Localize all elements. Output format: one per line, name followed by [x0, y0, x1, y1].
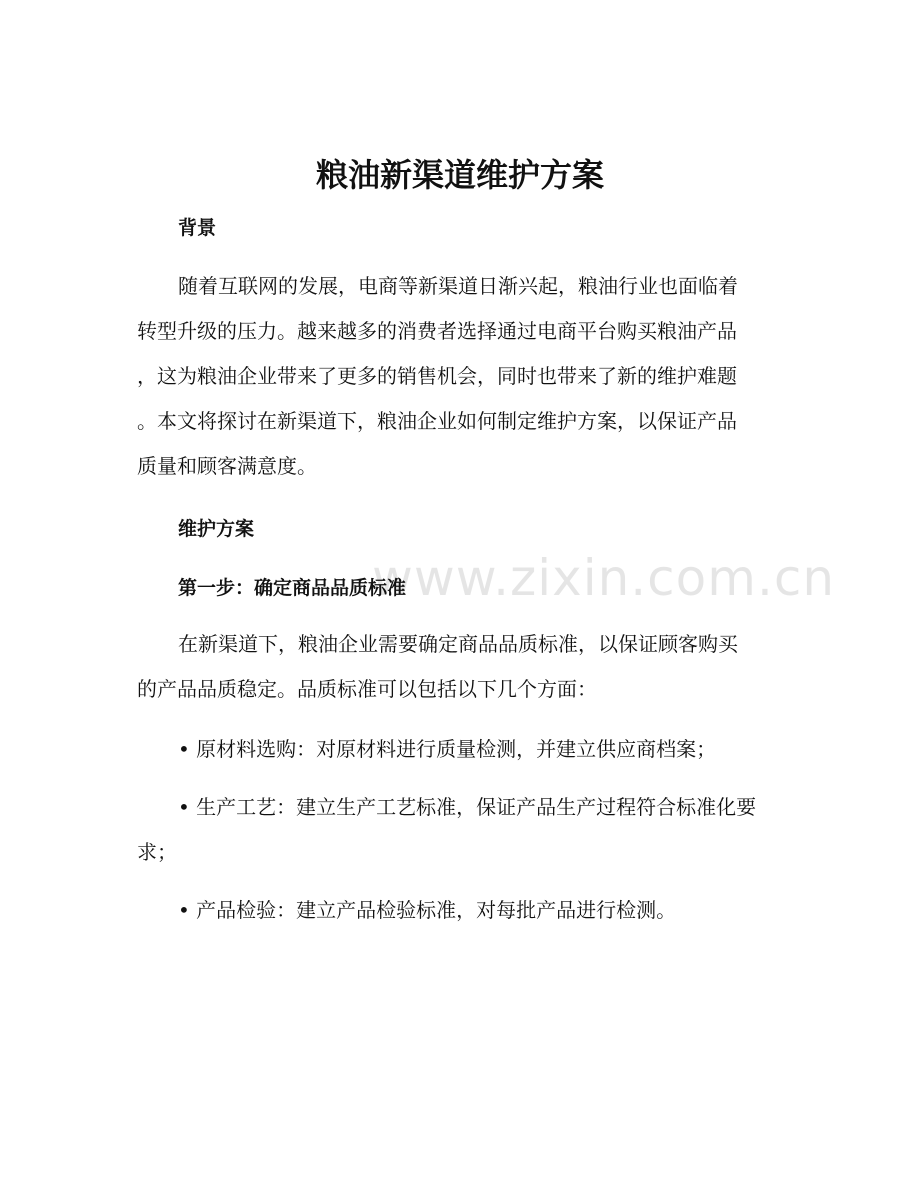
step1-paragraph: [137, 622, 783, 712]
bullet-item-process: [137, 785, 783, 875]
paragraph-line: 质量和顾客满意度。: [137, 454, 317, 478]
paragraph-line: 的产品品质稳定。品质标准可以包括以下几个方面：: [137, 677, 597, 701]
bullet-item-inspection: [178, 888, 783, 933]
section-heading-background: 背景: [178, 217, 217, 239]
paragraph-line: 。本文将探讨在新渠道下，粮油企业如何制定维护方案，以保证产品: [137, 409, 737, 433]
bullet-line: • 生产工艺：建立生产工艺标准，保证产品生产过程符合标准化要: [178, 795, 757, 819]
bullet-line: • 原材料选购：对原材料进行质量检测，并建立供应商档案；: [178, 737, 717, 761]
watermark: www.zixin.com.cn: [372, 549, 836, 607]
section-heading-plan: 维护方案: [178, 518, 255, 540]
page-title: 粮油新渠道维护方案: [315, 156, 604, 194]
bullet-line: • 产品检验：建立产品检验标准，对每批产品进行检测。: [178, 898, 677, 922]
background-paragraph: [137, 264, 783, 489]
bullet-item-raw-materials: [178, 727, 783, 772]
paragraph-line: ，这为粮油企业带来了更多的销售机会，同时也带来了新的维护难题: [137, 364, 737, 388]
paragraph-line: 随着互联网的发展，电商等新渠道日渐兴起，粮油行业也面临着: [178, 274, 738, 298]
section-heading-step1: 第一步：确定商品品质标准: [178, 577, 407, 599]
paragraph-line: 转型升级的压力。越来越多的消费者选择通过电商平台购买粮油产品: [137, 319, 737, 343]
paragraph-line: 在新渠道下，粮油企业需要确定商品品质标准，以保证顾客购买: [178, 632, 738, 656]
bullet-line: 求；: [137, 840, 177, 864]
